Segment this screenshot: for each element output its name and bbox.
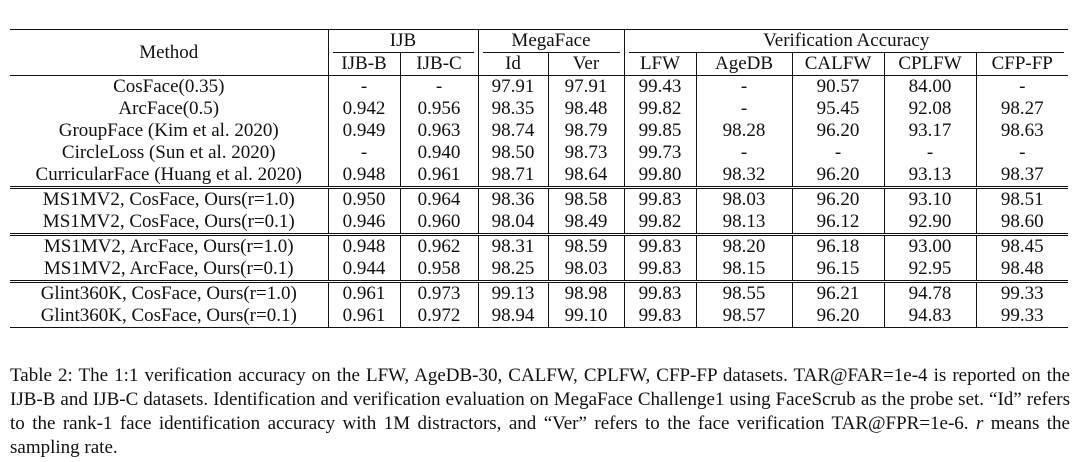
value-cell: 98.73 (548, 142, 624, 164)
method-cell: GroupFace (Kim et al. 2020) (58, 120, 279, 141)
value-cell: 94.78 (884, 282, 976, 306)
value-cell: 98.37 (976, 164, 1068, 188)
method-cell: MS1MV2, ArcFace, Ours(r=1.0) (10, 235, 328, 259)
value-cell: - (328, 76, 400, 99)
caption-variable: r (975, 413, 984, 434)
value-cell: 98.55 (696, 282, 792, 306)
header-row-groups (10, 30, 1068, 54)
value-cell: 98.25 (478, 258, 548, 282)
value-cell: 0.962 (400, 235, 478, 259)
value-cell: - (400, 76, 478, 99)
value-cell: - (696, 98, 792, 120)
method-cell: Glint360K, CosFace, Ours(r=1.0) (10, 282, 328, 306)
value-cell: 98.58 (548, 188, 624, 212)
value-cell: - (976, 142, 1068, 164)
value-cell: 98.03 (696, 188, 792, 212)
value-cell: 98.32 (696, 164, 792, 188)
value-cell: 98.48 (976, 258, 1068, 282)
value-cell: 98.50 (478, 142, 548, 164)
results-table (10, 29, 1068, 328)
column-header: AgeDB (696, 53, 792, 76)
value-cell: 0.960 (400, 211, 478, 235)
value-cell: 0.961 (400, 164, 478, 188)
value-cell: 99.83 (624, 305, 696, 328)
value-cell: 93.13 (884, 164, 976, 188)
table-row (10, 76, 1068, 99)
table-row (10, 282, 1068, 306)
value-cell: 98.45 (976, 235, 1068, 259)
value-cell: - (792, 142, 884, 164)
value-cell: 96.20 (792, 188, 884, 212)
value-cell: 98.79 (548, 120, 624, 142)
method-cell: Glint360K, CosFace, Ours(r=0.1) (10, 305, 328, 328)
value-cell: 98.57 (696, 305, 792, 328)
value-cell: 93.00 (884, 235, 976, 259)
value-cell: 98.36 (478, 188, 548, 212)
table-row (10, 98, 1068, 120)
value-cell: 0.973 (400, 282, 478, 306)
value-cell: 98.59 (548, 235, 624, 259)
table-row (10, 258, 1068, 282)
verification-accuracy-header: Verification Accuracy (629, 30, 1065, 53)
value-cell: 98.15 (696, 258, 792, 282)
value-cell: 99.73 (624, 142, 696, 164)
value-cell: 0.950 (328, 188, 400, 212)
value-cell: 92.08 (884, 98, 976, 120)
value-cell: 0.949 (328, 120, 400, 142)
value-cell: 95.45 (792, 98, 884, 120)
value-cell: 96.12 (792, 211, 884, 235)
value-cell: 0.944 (328, 258, 400, 282)
value-cell: 99.82 (624, 211, 696, 235)
value-cell: 99.80 (624, 164, 696, 188)
method-cell: CircleLoss (Sun et al. 2020) (61, 142, 276, 163)
value-cell: 0.942 (328, 98, 400, 120)
value-cell: 99.43 (624, 76, 696, 99)
caption-text-end: means the sampling rate. (10, 413, 1070, 458)
value-cell: 98.51 (976, 188, 1068, 212)
value-cell: 92.95 (884, 258, 976, 282)
table-row (10, 120, 1068, 142)
table-row (10, 164, 1068, 188)
value-cell: 0.961 (328, 282, 400, 306)
column-header: CPLFW (884, 53, 976, 76)
value-cell: 0.961 (328, 305, 400, 328)
table-body (10, 76, 1068, 328)
value-cell: 96.20 (792, 164, 884, 188)
value-cell: 99.13 (478, 282, 548, 306)
value-cell: 98.63 (976, 120, 1068, 142)
value-cell: - (976, 76, 1068, 99)
table-row (10, 142, 1068, 164)
value-cell: 98.49 (548, 211, 624, 235)
value-cell: 98.60 (976, 211, 1068, 235)
value-cell: 90.57 (792, 76, 884, 99)
value-cell: 0.972 (400, 305, 478, 328)
value-cell: 98.98 (548, 282, 624, 306)
value-cell: 93.17 (884, 120, 976, 142)
table-row (10, 305, 1068, 328)
column-header: CALFW (792, 53, 884, 76)
caption-text: Table 2: The 1:1 verification accuracy on the LFW, AgeDB-30, CALFW, CPLFW, CFP-FP datasets. TAR@FAR=1e-4 is reported on the IJB-B and IJB-C datasets. Identification and verification evaluation on MegaFace Challenge1 using FaceScrub as the probe set. “Id” refers to the rank-1 face identification accuracy with 1M distractors, and “Ver” refers to the face verification TAR@FPR=1e-6. (10, 365, 1070, 434)
value-cell: - (696, 142, 792, 164)
value-cell: 99.33 (976, 305, 1068, 328)
value-cell: 0.963 (400, 120, 478, 142)
value-cell: 99.83 (624, 258, 696, 282)
method-cell: CurricularFace (Huang et al. 2020) (35, 164, 302, 185)
value-cell: 0.956 (400, 98, 478, 120)
value-cell: 98.71 (478, 164, 548, 188)
value-cell: 99.83 (624, 235, 696, 259)
column-header: Id (478, 53, 548, 76)
value-cell: 0.946 (328, 211, 400, 235)
value-cell: 97.91 (548, 76, 624, 99)
value-cell: - (884, 142, 976, 164)
column-header: LFW (624, 53, 696, 76)
value-cell: 98.20 (696, 235, 792, 259)
value-cell: 0.940 (400, 142, 478, 164)
ijb-header: IJB (333, 30, 474, 53)
megaface-header: MegaFace (483, 30, 620, 53)
method-cell: ArcFace(0.5) (118, 98, 220, 119)
value-cell: 96.20 (792, 305, 884, 328)
value-cell: 0.948 (328, 235, 400, 259)
value-cell: 99.10 (548, 305, 624, 328)
column-header: CFP-FP (976, 53, 1068, 76)
value-cell: 98.03 (548, 258, 624, 282)
value-cell: - (696, 76, 792, 99)
value-cell: 98.48 (548, 98, 624, 120)
method-cell: MS1MV2, CosFace, Ours(r=0.1) (42, 211, 295, 232)
value-cell: 94.83 (884, 305, 976, 328)
value-cell: 98.13 (696, 211, 792, 235)
value-cell: 92.90 (884, 211, 976, 235)
value-cell: 98.28 (696, 120, 792, 142)
value-cell: 99.82 (624, 98, 696, 120)
table-row (10, 188, 1068, 212)
value-cell: 96.20 (792, 120, 884, 142)
value-cell: 96.18 (792, 235, 884, 259)
column-header: IJB-B (328, 53, 400, 76)
value-cell: 98.31 (478, 235, 548, 259)
table-caption (10, 364, 1070, 460)
value-cell: 98.04 (478, 211, 548, 235)
value-cell: 99.83 (624, 188, 696, 212)
value-cell: 97.91 (478, 76, 548, 99)
table-row (10, 235, 1068, 259)
table-row (10, 211, 1068, 235)
value-cell: 98.94 (478, 305, 548, 328)
method-header: Method (10, 30, 328, 76)
value-cell: 99.33 (976, 282, 1068, 306)
value-cell: 98.64 (548, 164, 624, 188)
method-cell: CosFace(0.35) (113, 76, 225, 97)
value-cell: 96.21 (792, 282, 884, 306)
value-cell: 84.00 (884, 76, 976, 99)
value-cell: 99.85 (624, 120, 696, 142)
column-header: Ver (548, 53, 624, 76)
value-cell: 98.74 (478, 120, 548, 142)
value-cell: 0.964 (400, 188, 478, 212)
value-cell: - (328, 142, 400, 164)
column-header: IJB-C (400, 53, 478, 76)
value-cell: 0.958 (400, 258, 478, 282)
value-cell: 98.27 (976, 98, 1068, 120)
value-cell: 98.35 (478, 98, 548, 120)
value-cell: 93.10 (884, 188, 976, 212)
value-cell: 0.948 (328, 164, 400, 188)
value-cell: 96.15 (792, 258, 884, 282)
method-cell: MS1MV2, ArcFace, Ours(r=0.1) (43, 258, 294, 279)
value-cell: 99.83 (624, 282, 696, 306)
method-cell: MS1MV2, CosFace, Ours(r=1.0) (10, 188, 328, 212)
